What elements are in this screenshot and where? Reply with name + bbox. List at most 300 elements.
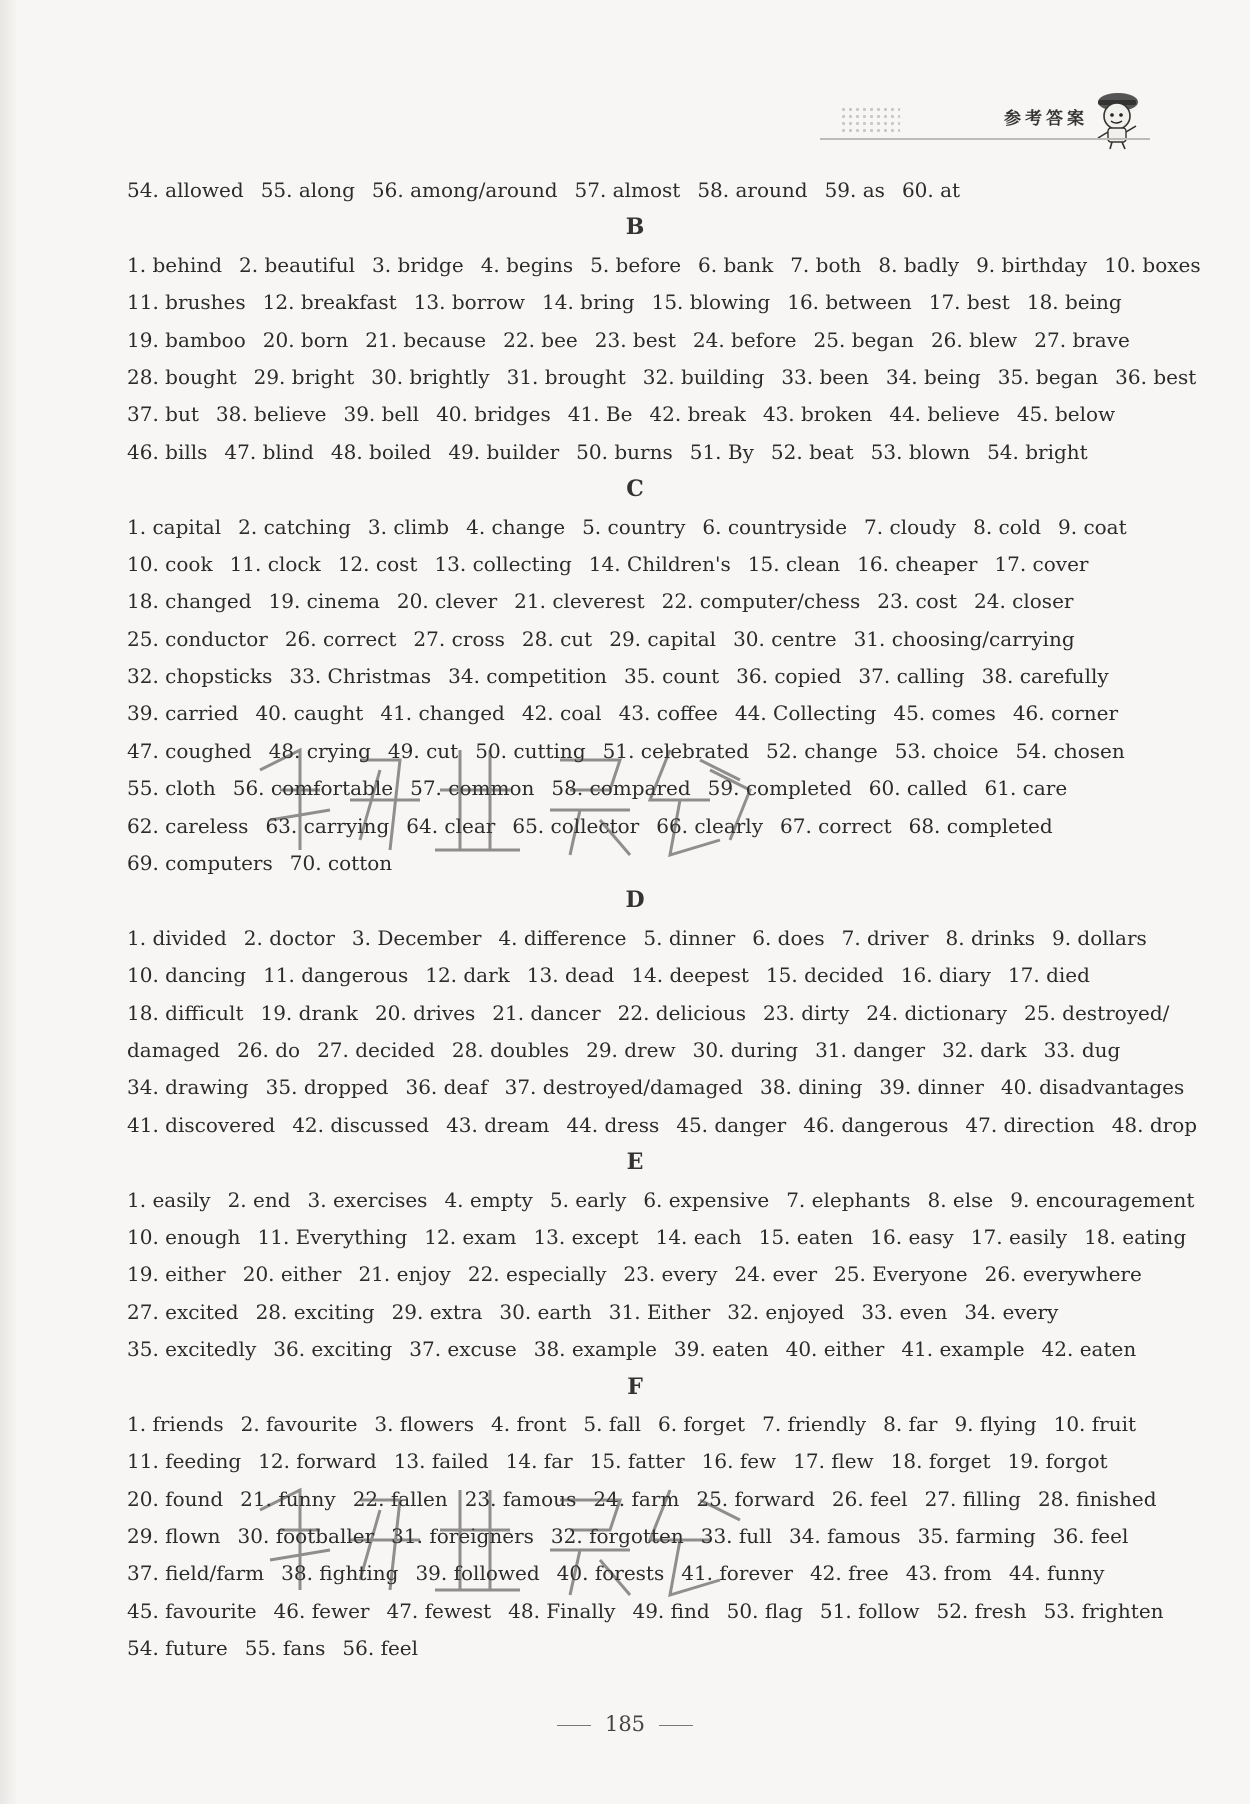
answer-item: 47. blind (224, 439, 314, 464)
answer-item: 18. forget (890, 1449, 991, 1474)
answer-item: 20. drives (374, 1000, 476, 1025)
answer-item: 29. extra (391, 1299, 483, 1324)
answer-item: 1. friends (127, 1411, 224, 1436)
answer-line (127, 658, 1143, 695)
answer-item: 14. far (505, 1449, 573, 1474)
answer-item: 39. carried (127, 701, 239, 726)
answer-item: 26. everywhere (984, 1262, 1142, 1287)
answer-item: 24. farm (593, 1486, 680, 1511)
answer-item: 3. December (351, 925, 482, 950)
answer-item: 69. computers (127, 851, 273, 876)
answer-item: 45. danger (676, 1112, 787, 1137)
answer-item: 37. destroyed/damaged (504, 1075, 744, 1100)
answer-item: 33. dug (1043, 1037, 1121, 1062)
answer-item: 41. example (901, 1337, 1025, 1362)
answer-item: 35. began (997, 364, 1099, 389)
answer-item: 24. ever (734, 1262, 818, 1287)
answer-item: 51. By (689, 439, 754, 464)
answer-item: 40. either (785, 1337, 885, 1362)
answer-item: 66. clearly (656, 813, 763, 838)
answer-item: 15. eaten (758, 1224, 854, 1249)
answer-item: 38. example (533, 1337, 657, 1362)
answer-item: 50. flag (726, 1598, 803, 1623)
answer-item: 16. between (787, 290, 912, 315)
answer-item: 40. disadvantages (1000, 1075, 1185, 1100)
answer-item: 28. bought (127, 364, 237, 389)
answer-item: 26. feel (831, 1486, 908, 1511)
answer-item: 21. funny (240, 1486, 336, 1511)
answer-item: 19. cinema (268, 589, 380, 614)
answer-item: 31. choosing/carrying (853, 626, 1075, 651)
answer-item: 6. bank (698, 252, 774, 277)
answer-item: 1. capital (127, 514, 222, 539)
answer-item: 54. bright (987, 439, 1088, 464)
answer-item: 38. fighting (281, 1561, 399, 1586)
answer-item: 58. compared (551, 776, 691, 801)
answer-line (127, 1443, 1143, 1480)
answer-line (127, 957, 1143, 994)
answer-item: 7. elephants (786, 1187, 911, 1212)
answer-item: 36. best (1115, 364, 1197, 389)
answer-item: 27. brave (1034, 327, 1130, 352)
answer-item: 5. before (590, 252, 682, 277)
answer-item: 41. changed (380, 701, 505, 726)
answer-item: 31. brought (506, 364, 626, 389)
answer-item: 12. dark (425, 963, 510, 988)
answer-item: 7. both (790, 252, 862, 277)
answer-item: 10. fruit (1053, 1411, 1137, 1436)
answer-item: 30. during (692, 1037, 799, 1062)
answer-item: 58. around (697, 178, 808, 202)
answer-item: 55. along (260, 178, 355, 202)
answer-item: 13. borrow (413, 290, 525, 315)
answer-item: 2. end (227, 1187, 291, 1212)
answer-line (127, 1069, 1185, 1106)
answer-item: 30. brightly (371, 364, 490, 389)
answer-item: 34. competition (448, 664, 607, 689)
answer-item: 65. collector (512, 813, 640, 838)
answer-line (127, 359, 1197, 396)
answer-item: 45. comes (893, 701, 996, 726)
answer-item: 53. choice (894, 738, 999, 763)
answer-item: 43. broken (762, 402, 873, 427)
answer-item: 36. feel (1052, 1524, 1129, 1549)
answer-item: 47. coughed (127, 738, 252, 763)
answer-item: 50. cutting (475, 738, 586, 763)
answer-item: 52. change (766, 738, 878, 763)
answer-line (127, 434, 1143, 471)
answer-item: 31. danger (815, 1037, 926, 1062)
answer-item: 5. country (582, 514, 686, 539)
answer-item: 48. Finally (508, 1598, 616, 1623)
answer-item: 67. correct (780, 813, 892, 838)
answer-item: 29. drew (586, 1037, 676, 1062)
answer-item: 3. exercises (307, 1187, 428, 1212)
answer-item: 9. flying (954, 1411, 1037, 1436)
answer-line (127, 1107, 1198, 1144)
answer-item: 47. direction (965, 1112, 1095, 1137)
answer-item: 48. boiled (330, 439, 432, 464)
answer-line (127, 247, 1201, 284)
answer-item: 17. flew (793, 1449, 874, 1474)
answer-item: 11. clock (229, 551, 321, 576)
answer-line (127, 1555, 1143, 1592)
answer-item: 49. find (632, 1598, 710, 1623)
answer-item: 23. best (594, 327, 676, 352)
answer-item: 54. future (127, 1636, 228, 1661)
answer-item: 6. does (752, 925, 825, 950)
answer-item: 42. coal (521, 701, 602, 726)
answer-item: 9. dollars (1051, 925, 1147, 950)
answer-item: 30. centre (733, 626, 837, 651)
answer-item: 55. cloth (127, 776, 216, 801)
answer-line (127, 1518, 1143, 1555)
answer-item: 42. break (649, 402, 746, 427)
answer-item: 16. few (701, 1449, 777, 1474)
answer-item: 7. driver (841, 925, 929, 950)
answer-item: 4. empty (444, 1187, 533, 1212)
answer-item: 24. before (692, 327, 797, 352)
answer-line (127, 733, 1143, 770)
answer-item: 39. followed (415, 1561, 540, 1586)
answer-line (127, 172, 1143, 209)
answer-item: 8. far (883, 1411, 938, 1436)
answer-item: 22. bee (503, 327, 578, 352)
answer-item: 15. fatter (589, 1449, 685, 1474)
answer-item: 35. count (623, 664, 720, 689)
answer-item: 23. cost (877, 589, 957, 614)
answer-item: 25. began (813, 327, 914, 352)
answer-item: 23. every (623, 1262, 718, 1287)
answer-item: 13. collecting (434, 551, 572, 576)
answer-item: 35. dropped (265, 1075, 389, 1100)
answer-item: 48. crying (268, 738, 371, 763)
answer-item: 33. full (700, 1524, 772, 1549)
answer-item: 16. cheaper (857, 551, 978, 576)
answer-item: 36. deaf (405, 1075, 488, 1100)
answer-item: 38. believe (215, 402, 327, 427)
answer-item: 46. dangerous (803, 1112, 949, 1137)
answer-item: 22. fallen (352, 1486, 448, 1511)
answer-item: 2. catching (238, 514, 351, 539)
answer-item: 11. dangerous (263, 963, 409, 988)
answer-item: 38. carefully (981, 664, 1109, 689)
answer-item: 8. else (927, 1187, 994, 1212)
answer-item: 61. care (984, 776, 1068, 801)
answer-item: 2. favourite (240, 1411, 358, 1436)
answer-item: 5. early (549, 1187, 627, 1212)
footer-dash-left (557, 1725, 591, 1726)
answer-item: 46. bills (127, 439, 208, 464)
answer-item: 34. being (885, 364, 981, 389)
answer-item: 28. doubles (451, 1037, 570, 1062)
answer-item: 40. bridges (436, 402, 551, 427)
section-heading-c: C (626, 476, 644, 503)
answer-item: 26. correct (284, 626, 397, 651)
answer-item: 16. easy (870, 1224, 954, 1249)
answer-item: 11. Everything (257, 1224, 408, 1249)
answer-line (127, 1331, 1143, 1368)
answer-item: 28. finished (1037, 1486, 1157, 1511)
answer-line (127, 1219, 1187, 1256)
answer-item: 57. common (410, 776, 535, 801)
header-rule (820, 138, 1150, 140)
answer-line (127, 509, 1143, 546)
answer-item: 15. clean (747, 551, 841, 576)
answer-item: 25. destroyed/ (1024, 1000, 1170, 1025)
answer-item: 52. fresh (936, 1598, 1027, 1623)
answer-item: 14. bring (542, 290, 635, 315)
answer-item: 41. forever (681, 1561, 793, 1586)
answer-item: 4. begins (480, 252, 574, 277)
answer-item: 29. bright (253, 364, 355, 389)
scan-edge (0, 0, 18, 1804)
answer-item: 54. allowed (127, 178, 244, 202)
answer-item: 7. friendly (762, 1411, 867, 1436)
answer-item: 14. each (655, 1224, 742, 1249)
answer-item: 42. eaten (1041, 1337, 1137, 1362)
answer-item: 23. famous (464, 1486, 577, 1511)
answer-item: 27. excited (127, 1299, 239, 1324)
answer-item: 1. easily (127, 1187, 211, 1212)
answer-item: 17. easily (970, 1224, 1068, 1249)
answer-item: 28. cut (521, 626, 593, 651)
answer-item: 34. famous (788, 1524, 901, 1549)
answer-item: 53. blown (870, 439, 971, 464)
answer-item: 19. drank (260, 1000, 358, 1025)
answer-item: 22. computer/chess (661, 589, 861, 614)
answer-item: 60. called (868, 776, 968, 801)
answer-item: damaged (127, 1037, 221, 1062)
answer-item: 36. copied (736, 664, 842, 689)
answer-item: 56. among/around (371, 178, 558, 202)
answer-item: 21. enjoy (358, 1262, 451, 1287)
answer-item: 56. comfortable (232, 776, 394, 801)
answer-item: 6. expensive (643, 1187, 770, 1212)
answer-item: 15. decided (765, 963, 884, 988)
answer-item: 1. divided (127, 925, 227, 950)
answer-item: 38. dining (760, 1075, 863, 1100)
answer-item: 59. completed (707, 776, 852, 801)
answer-item: 9. coat (1058, 514, 1127, 539)
answer-item: 27. cross (413, 626, 505, 651)
answer-item: 3. climb (367, 514, 450, 539)
answer-item: 29. flown (127, 1524, 221, 1549)
answer-item: 33. been (781, 364, 869, 389)
answer-item: 34. drawing (127, 1075, 249, 1100)
page-number: 185 (604, 1712, 646, 1736)
answer-item: 11. feeding (127, 1449, 242, 1474)
answer-item: 11. brushes (127, 290, 246, 315)
answer-item: 56. feel (342, 1636, 419, 1661)
answer-item: 21. dancer (492, 1000, 601, 1025)
answer-item: 40. forests (556, 1561, 665, 1586)
section-heading-e: E (626, 1149, 644, 1176)
answer-line (127, 284, 1143, 321)
answer-line (127, 396, 1143, 433)
answer-item: 30. earth (499, 1299, 592, 1324)
answer-item: 39. eaten (673, 1337, 769, 1362)
answer-item: 44. believe (889, 402, 1000, 427)
answer-item: 18. being (1026, 290, 1122, 315)
answer-item: 37. excuse (409, 1337, 517, 1362)
answer-line (127, 845, 1143, 882)
answer-item: 19. bamboo (127, 327, 246, 352)
answer-item: 44. dress (566, 1112, 660, 1137)
answer-item: 19. forgot (1007, 1449, 1108, 1474)
answer-line (127, 1032, 1143, 1069)
answer-item: 13. failed (393, 1449, 489, 1474)
answer-line (127, 546, 1143, 583)
answer-item: 41. Be (567, 402, 633, 427)
answer-item: 10. cook (127, 551, 213, 576)
answer-item: 5. fall (583, 1411, 641, 1436)
answer-item: 37. but (127, 402, 199, 427)
answer-item: 4. front (491, 1411, 567, 1436)
answer-line (127, 322, 1143, 359)
answer-item: 39. bell (343, 402, 420, 427)
answer-item: 47. fewest (386, 1598, 492, 1623)
answer-item: 49. cut (387, 738, 459, 763)
answer-item: 43. from (905, 1561, 992, 1586)
answer-item: 24. closer (974, 589, 1074, 614)
answer-item: 32. forgotten (550, 1524, 684, 1549)
answer-item: 14. Children's (588, 551, 731, 576)
answer-item: 10. enough (127, 1224, 241, 1249)
answer-item: 24. dictionary (866, 1000, 1007, 1025)
answer-item: 12. exam (424, 1224, 517, 1249)
answer-item: 33. even (861, 1299, 948, 1324)
answer-item: 35. excitedly (127, 1337, 257, 1362)
answer-item: 6. countryside (702, 514, 848, 539)
answer-item: 18. difficult (127, 1000, 244, 1025)
header-dot-pattern (840, 106, 900, 134)
answer-item: 27. filling (924, 1486, 1021, 1511)
answer-item: 12. breakfast (262, 290, 397, 315)
answer-item: 55. fans (244, 1636, 326, 1661)
answer-item: 28. exciting (255, 1299, 375, 1324)
answer-item: 45. favourite (127, 1598, 257, 1623)
cartoon-boy-icon (1088, 88, 1146, 150)
answer-item: 21. because (365, 327, 487, 352)
answer-item: 40. caught (255, 701, 364, 726)
answer-line (127, 808, 1143, 845)
answer-line (127, 583, 1143, 620)
answer-item: 53. frighten (1043, 1598, 1164, 1623)
answer-line (127, 1294, 1143, 1331)
answer-item: 41. discovered (127, 1112, 276, 1137)
answer-item: 32. building (642, 364, 765, 389)
answer-item: 10. dancing (127, 963, 247, 988)
answer-line (127, 770, 1143, 807)
header-title: 参考答案 (1004, 109, 1088, 129)
section-heading-d: D (625, 887, 645, 914)
answer-item: 26. do (237, 1037, 301, 1062)
answer-item: 45. below (1016, 402, 1116, 427)
answer-item: 14. deepest (631, 963, 749, 988)
answer-item: 62. careless (127, 813, 249, 838)
answer-item: 63. carrying (265, 813, 390, 838)
answer-line (127, 995, 1170, 1032)
answer-item: 43. coffee (618, 701, 718, 726)
answer-item: 46. fewer (273, 1598, 370, 1623)
answer-item: 30. footballer (237, 1524, 375, 1549)
answer-item: 32. dark (942, 1037, 1027, 1062)
answer-item: 35. farming (917, 1524, 1036, 1549)
answer-item: 31. foreigners (391, 1524, 534, 1549)
section-heading-f: F (627, 1373, 643, 1400)
answer-item: 20. either (242, 1262, 342, 1287)
answer-item: 17. cover (994, 551, 1089, 576)
answer-item: 51. celebrated (602, 738, 750, 763)
answer-item: 6. forget (657, 1411, 746, 1436)
answer-item: 33. Christmas (289, 664, 432, 689)
answer-item: 70. cotton (289, 851, 393, 876)
answer-item: 8. drinks (945, 925, 1035, 950)
answer-item: 15. blowing (651, 290, 771, 315)
answer-item: 13. dead (526, 963, 615, 988)
answer-line (127, 1630, 1143, 1667)
answer-item: 39. dinner (879, 1075, 984, 1100)
section-heading-b: B (625, 214, 645, 241)
answer-item: 25. forward (696, 1486, 815, 1511)
answer-line (127, 621, 1143, 658)
answer-item: 51. follow (819, 1598, 920, 1623)
answer-line (127, 695, 1143, 732)
answer-item: 12. forward (258, 1449, 377, 1474)
answer-item: 8. badly (878, 252, 960, 277)
answer-item: 64. clear (406, 813, 496, 838)
page-footer (0, 1712, 1250, 1736)
answer-item: 2. doctor (243, 925, 335, 950)
answer-item: 12. cost (337, 551, 418, 576)
answer-item: 32. chopsticks (127, 664, 273, 689)
answer-item: 27. decided (317, 1037, 435, 1062)
answer-item: 3. bridge (372, 252, 464, 277)
answer-item: 44. funny (1008, 1561, 1105, 1586)
answer-item: 44. Collecting (734, 701, 877, 726)
answer-item: 20. born (262, 327, 349, 352)
answer-item: 4. difference (498, 925, 627, 950)
answer-item: 54. chosen (1015, 738, 1125, 763)
answer-item: 37. field/farm (127, 1561, 265, 1586)
answer-item: 9. encouragement (1010, 1187, 1195, 1212)
answer-line (127, 1593, 1164, 1630)
answer-item: 17. best (928, 290, 1010, 315)
answer-item: 20. found (127, 1486, 224, 1511)
answer-item: 2. beautiful (239, 252, 356, 277)
answer-item: 31. Either (608, 1299, 711, 1324)
answer-item: 22. especially (467, 1262, 607, 1287)
answer-item: 5. dinner (643, 925, 736, 950)
answer-line (127, 1182, 1195, 1219)
answer-item: 17. died (1007, 963, 1090, 988)
footer-dash-right (659, 1725, 693, 1726)
answer-item: 42. discussed (292, 1112, 430, 1137)
answer-line (127, 1481, 1157, 1518)
page-header (820, 88, 1150, 148)
answer-item: 52. beat (770, 439, 854, 464)
answer-item: 10. boxes (1104, 252, 1201, 277)
answer-item: 21. cleverest (514, 589, 645, 614)
answer-item: 59. as (824, 178, 885, 202)
answer-item: 57. almost (574, 178, 681, 202)
answer-item: 16. diary (900, 963, 991, 988)
answer-line (127, 1256, 1143, 1293)
answer-line (127, 1406, 1143, 1443)
answer-line (127, 920, 1147, 957)
answer-item: 25. Everyone (834, 1262, 968, 1287)
